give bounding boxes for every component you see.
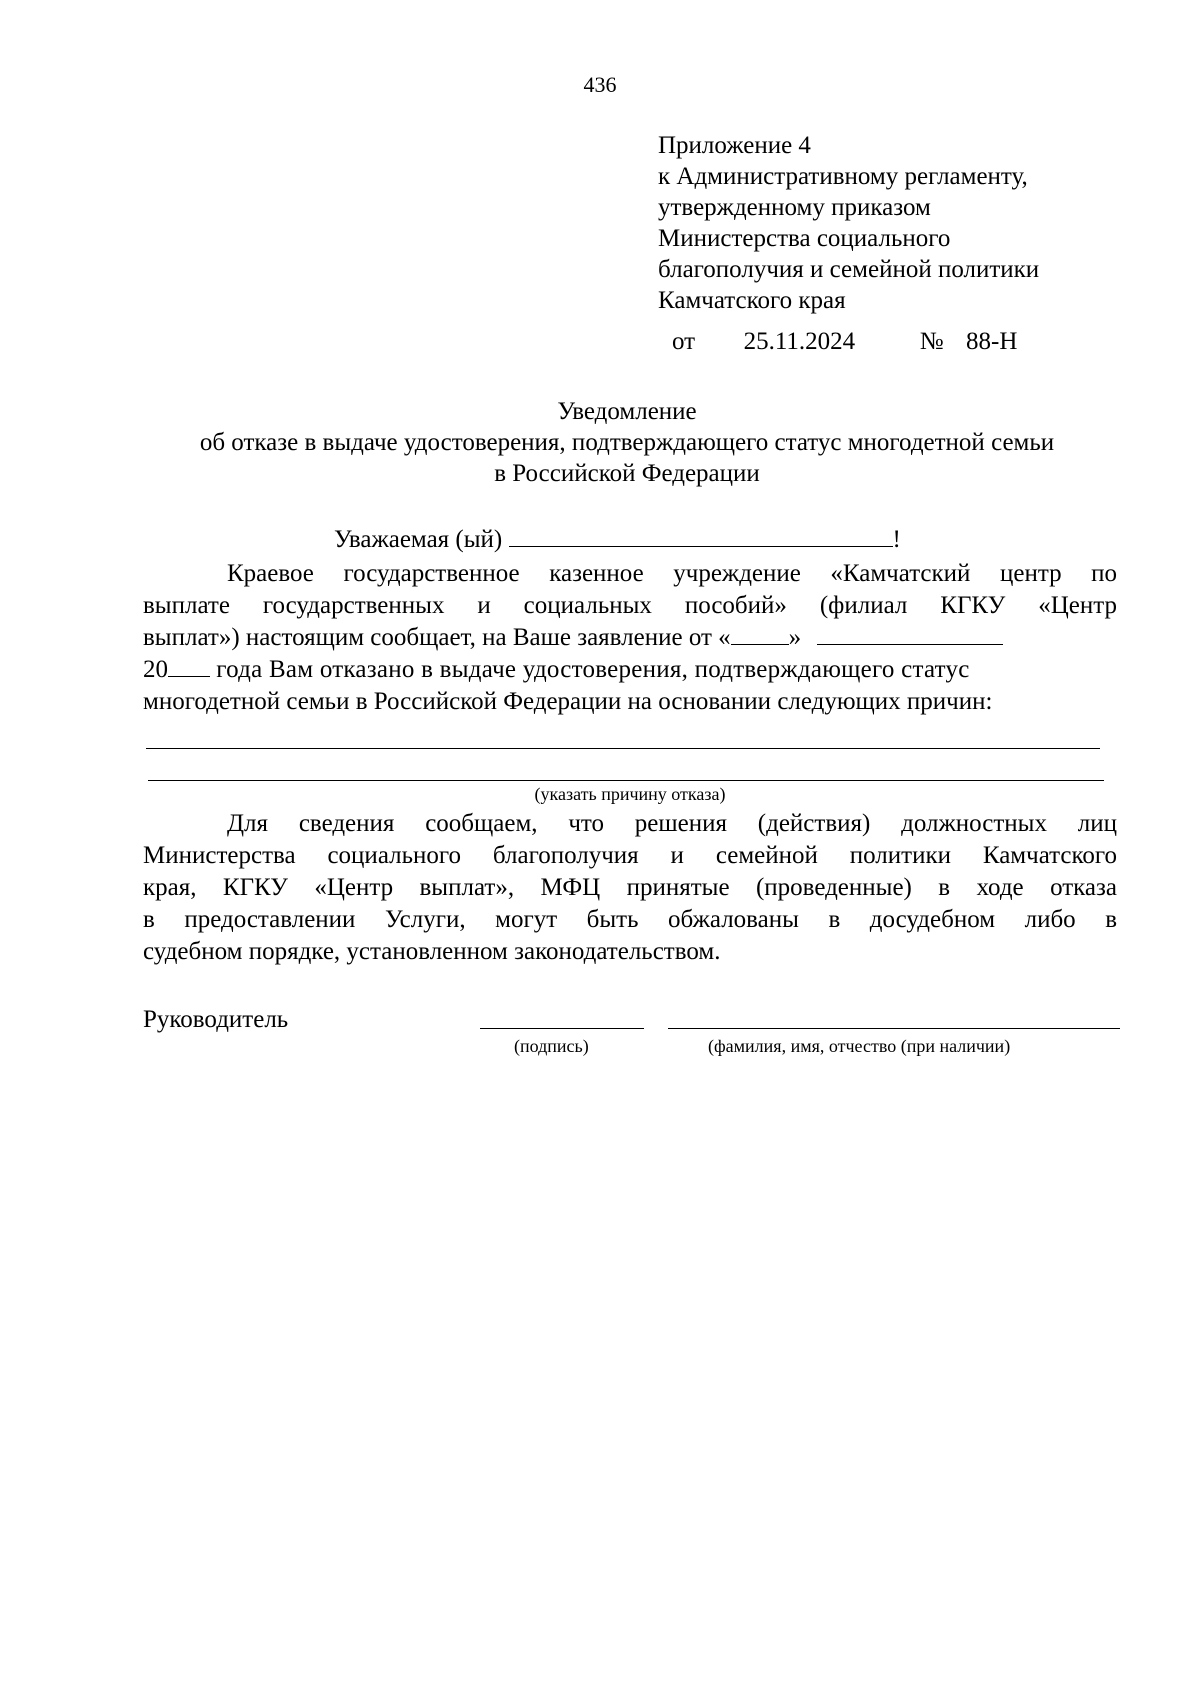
paragraph-line: Для сведения сообщаем, что решения (действия) должностных лиц — [227, 810, 1117, 837]
paragraph-line: края, КГКУ «Центр выплат», МФЦ принятые (проведенные) в ходе отказа — [143, 874, 1117, 901]
reason-caption: (указать причину отказа) — [534, 784, 726, 804]
appendix-line: Приложение 4 — [658, 132, 811, 159]
document-title — [0, 396, 1200, 489]
paragraph-text: » — [788, 624, 802, 651]
order-date: 25.11.2024 — [743, 328, 856, 355]
paragraph-line: в предоставлении Услуги, могут быть обжалованы в досудебном либо в — [143, 906, 1117, 933]
date-year-blank — [168, 654, 210, 677]
paragraph-line: Краевое государственное казенное учреждение «Камчатский центр по — [227, 560, 1117, 587]
appendix-line: благополучия и семейной политики — [658, 256, 1040, 283]
date-month-blank — [817, 622, 1003, 645]
appendix-line: Камчатского края — [658, 287, 846, 314]
greeting — [334, 524, 901, 554]
greeting-suffix: ! — [892, 526, 901, 553]
paragraph-line — [143, 622, 1117, 654]
paragraph-line — [143, 654, 1117, 686]
paragraph-text: года Вам отказано в выдаче удостоверения, подтверждающего статус — [216, 656, 970, 683]
appendix-line: Министерства социального — [658, 225, 951, 252]
name-blank-line — [668, 1028, 1120, 1029]
name-caption: (фамилия, имя, отчество (при наличии) — [708, 1036, 1011, 1056]
order-number-label: № — [919, 328, 944, 355]
appendix-header — [658, 130, 1039, 316]
paragraph-text: выплат») настоящим сообщает, на Ваше заявление от « — [143, 624, 731, 651]
paragraph-line: многодетной семьи в Российской Федерации на основании следующих причин: — [143, 688, 993, 715]
paragraph-line: выплате государственных и социальных пособий» (филиал КГКУ «Центр — [143, 592, 1117, 619]
paragraph-text: 20 — [143, 656, 168, 683]
appendix-line: к Административному регламенту, — [658, 163, 1028, 190]
paragraph-appeal — [143, 808, 1117, 968]
greeting-prefix: Уважаемая (ый) — [334, 526, 503, 553]
recipient-name-blank — [509, 524, 893, 547]
signature-blank-line — [480, 1028, 644, 1029]
title-line-3: в Российской Федерации — [494, 460, 760, 487]
reason-blank-line-2 — [148, 780, 1104, 781]
date-day-blank — [731, 622, 789, 645]
title-line-1: Уведомление — [557, 398, 697, 425]
appendix-line: утвержденному приказом — [658, 194, 931, 221]
signer-role: Руководитель — [143, 1006, 289, 1033]
reason-blank-line-1 — [146, 748, 1100, 749]
order-number: 88-Н — [966, 328, 1018, 355]
title-line-2: об отказе в выдаче удостоверения, подтверждающего статус многодетной семьи — [199, 429, 1055, 456]
paragraph-refusal — [143, 558, 1117, 718]
paragraph-line: судебном порядке, установленном законодательством. — [143, 938, 721, 965]
order-from-label: от — [672, 328, 696, 355]
signature-caption: (подпись) — [514, 1036, 589, 1056]
page-number: 436 — [583, 72, 617, 97]
paragraph-line: Министерства социального благополучия и семейной политики Камчатского — [143, 842, 1117, 869]
order-reference — [672, 328, 1017, 356]
